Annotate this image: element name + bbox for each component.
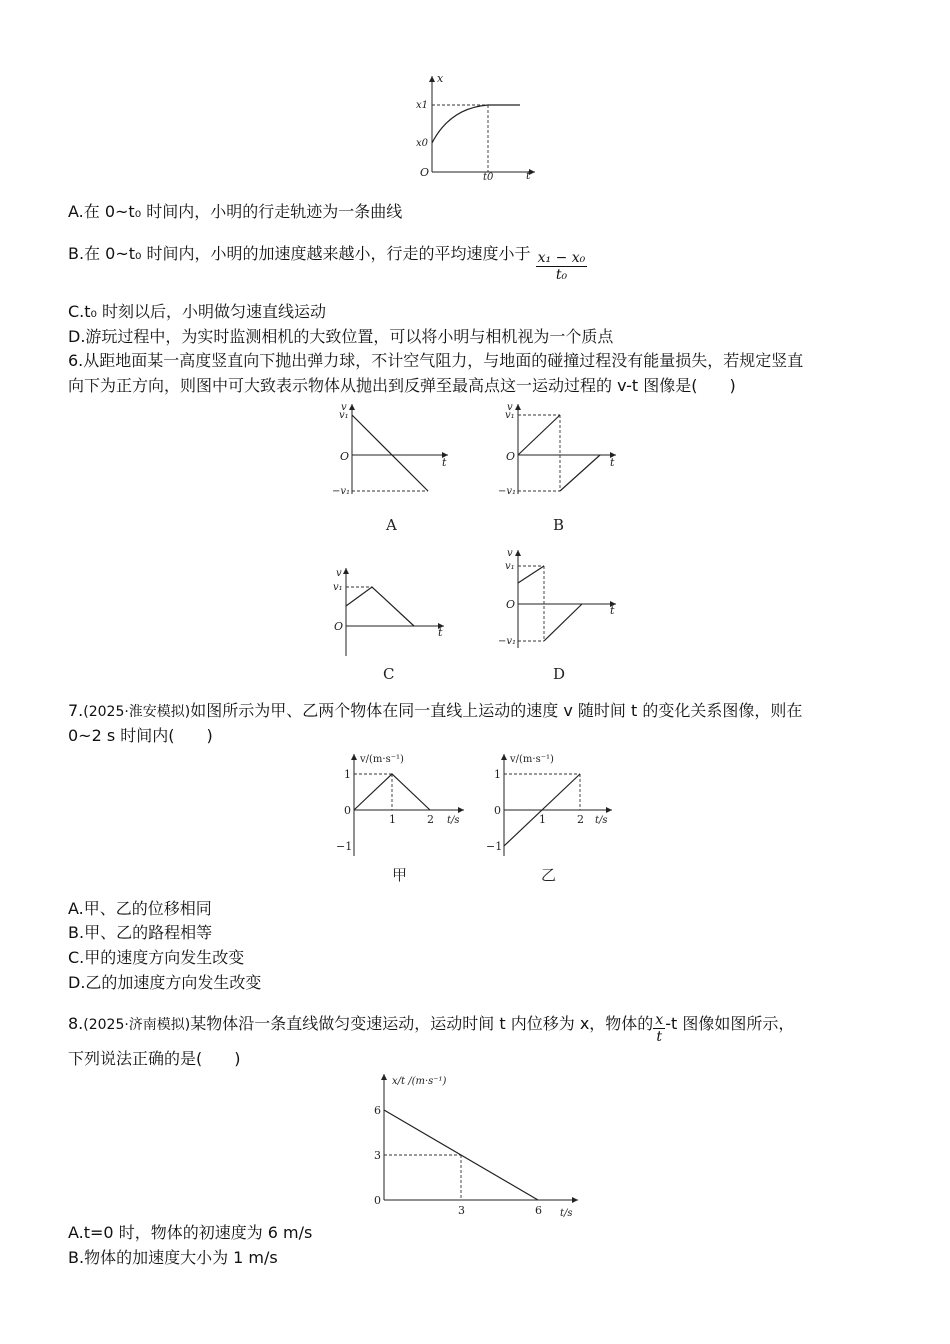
- q7-source: (2025·淮安模拟): [83, 704, 191, 720]
- q8-frac-den: t: [656, 1029, 663, 1045]
- q7-graph-jia: [330, 748, 480, 858]
- q8-option-a: A.t=0 时，物体的初速度为 6 m/s: [68, 1223, 313, 1242]
- q5-fraction-denominator: t₀: [555, 267, 568, 283]
- q7-jia-y-label: v/(m·s⁻¹): [360, 754, 404, 765]
- q6-stem-line1: 6.从距地面某一高度竖直向下抛出弹力球，不计空气阻力，与地面的碰撞过程没有能量损失，若规定竖直: [68, 351, 804, 370]
- q6b-t-label: t: [610, 456, 615, 469]
- q8-stem-line1: [68, 1008, 795, 1045]
- q6-graph-d: [488, 546, 628, 650]
- q8-xt-t-chart: [360, 1068, 590, 1220]
- q8-stem-tail: -t 图像如图所示，: [665, 1014, 795, 1033]
- q5-origin-label: O: [420, 166, 430, 179]
- q7-stem-line2: 0~2 s 时间内( ): [68, 726, 213, 745]
- q7-option-a: A.甲、乙的位移相同: [68, 899, 212, 918]
- q7-option-c: C.甲的速度方向发生改变: [68, 948, 245, 967]
- q6c-v-label: v: [336, 568, 342, 579]
- q7-yi-tick-x2: 2: [577, 813, 584, 826]
- q6d-neg-v1-label: −v₁: [498, 636, 517, 647]
- q7-option-d: D.乙的加速度方向发生改变: [68, 973, 262, 992]
- q7-jia-tick-0: 0: [344, 804, 351, 817]
- q7-jia-tick-1: 1: [344, 768, 351, 781]
- q5-y-axis-label: x: [437, 72, 444, 85]
- q7-jia-tick-x1: 1: [389, 813, 396, 826]
- q6a-neg-v1-label: −v₁: [332, 486, 351, 497]
- q6d-v-label: v: [507, 548, 513, 559]
- q7-number: 7.: [68, 701, 84, 720]
- q5-t0-label: t0: [483, 172, 494, 183]
- q6c-origin-label: O: [334, 620, 344, 633]
- q8-x-tick-6: 6: [535, 1204, 542, 1217]
- q8-option-b: B.物体的加速度大小为 1 m/s: [68, 1248, 278, 1267]
- q7-yi-tick-0: 0: [494, 804, 501, 817]
- q8-y-tick-3: 3: [374, 1149, 381, 1162]
- q7-jia-tick-neg1: −1: [336, 840, 353, 853]
- q6b-origin-label: O: [506, 450, 516, 463]
- q7-jia-tick-x2: 2: [427, 813, 434, 826]
- q5-option-d: D.游玩过程中，为实时监测相机的大致位置，可以将小明与相机视为一个质点: [68, 327, 614, 346]
- q8-number: 8.: [68, 1014, 84, 1033]
- q5-option-c: C.t₀ 时刻以后，小明做匀速直线运动: [68, 302, 327, 321]
- q6c-t-label: t: [438, 626, 443, 639]
- q5-option-b-text: B.在 0~t₀ 时间内，小明的加速度越来越小，行走的平均速度小于: [68, 244, 531, 263]
- q6b-v1-label: v₁: [505, 410, 515, 421]
- q6-graph-a: [320, 400, 460, 500]
- q7-stem-text: 如图所示为甲、乙两个物体在同一直线上运动的速度 v 随时间 t 的变化关系图像，则在: [190, 701, 803, 720]
- q5-option-b: [68, 238, 587, 283]
- q7-yi-tick-1: 1: [494, 768, 501, 781]
- q5-fraction-numerator: x₁ − x₀: [537, 250, 586, 266]
- q6d-origin-label: O: [506, 598, 516, 611]
- q7-stem-line1: [68, 700, 802, 723]
- q6a-v1-label: v₁: [339, 410, 349, 421]
- q7-graph-yi: [468, 748, 618, 858]
- q6a-v-label: v: [341, 402, 347, 413]
- q6c-v1-label: v₁: [333, 582, 343, 593]
- q6a-origin-label: O: [340, 450, 350, 463]
- q8-frac-num: x: [655, 1012, 664, 1028]
- q5-option-b-fraction: [536, 250, 588, 283]
- q5-option-a: A.在 0~t₀ 时间内，小明的行走轨迹为一条曲线: [68, 202, 403, 221]
- q8-y-tick-6: 6: [374, 1104, 381, 1117]
- q7-caption-yi: 乙: [541, 866, 557, 884]
- q8-stem-text: 某物体沿一条直线做匀变速运动，运动时间 t 内位移为 x，物体的: [190, 1014, 654, 1033]
- q7-caption-jia: 甲: [392, 866, 408, 884]
- q7-jia-x-label: t/s: [447, 815, 460, 826]
- q8-origin-label: 0: [374, 1194, 381, 1207]
- q8-x-tick-3: 3: [458, 1204, 465, 1217]
- q6-stem-line2: 向下为正方向，则图中可大致表示物体从抛出到反弹至最高点这一运动过程的 v-t 图像是( ): [68, 376, 736, 395]
- q6-caption-b: B: [553, 516, 565, 534]
- q5-x0-label: x0: [416, 138, 429, 149]
- q8-y-axis-label: x/t /(m·s⁻¹): [392, 1076, 447, 1087]
- q6b-v-label: v: [507, 402, 513, 413]
- q7-yi-y-label: v/(m·s⁻¹): [510, 754, 554, 765]
- q6a-t-label: t: [442, 456, 447, 469]
- q6-caption-d: D: [553, 665, 566, 683]
- q8-x-axis-label: t/s: [560, 1208, 573, 1219]
- q8-source: (2025·济南模拟): [83, 1017, 191, 1033]
- q8-stem-line2: 下列说法正确的是( ): [68, 1049, 241, 1068]
- q8-x-over-t-fraction: [653, 1012, 665, 1045]
- q7-yi-tick-neg1: −1: [486, 840, 503, 853]
- q6-caption-a: A: [386, 516, 397, 534]
- q6d-v1-label: v₁: [505, 561, 515, 572]
- q7-yi-x-label: t/s: [595, 815, 608, 826]
- q7-option-b: B.甲、乙的路程相等: [68, 923, 213, 942]
- q5-x-t-graph: [410, 72, 540, 184]
- q5-x-axis-label: t: [526, 169, 531, 182]
- q6d-t-label: t: [610, 604, 615, 617]
- q6b-neg-v1-label: −v₁: [498, 486, 517, 497]
- q6-graph-b: [488, 400, 628, 500]
- q6-graph-c: [320, 562, 460, 658]
- q7-yi-tick-x1: 1: [539, 813, 546, 826]
- q5-x1-label: x1: [416, 100, 429, 111]
- q6-caption-c: C: [383, 665, 395, 683]
